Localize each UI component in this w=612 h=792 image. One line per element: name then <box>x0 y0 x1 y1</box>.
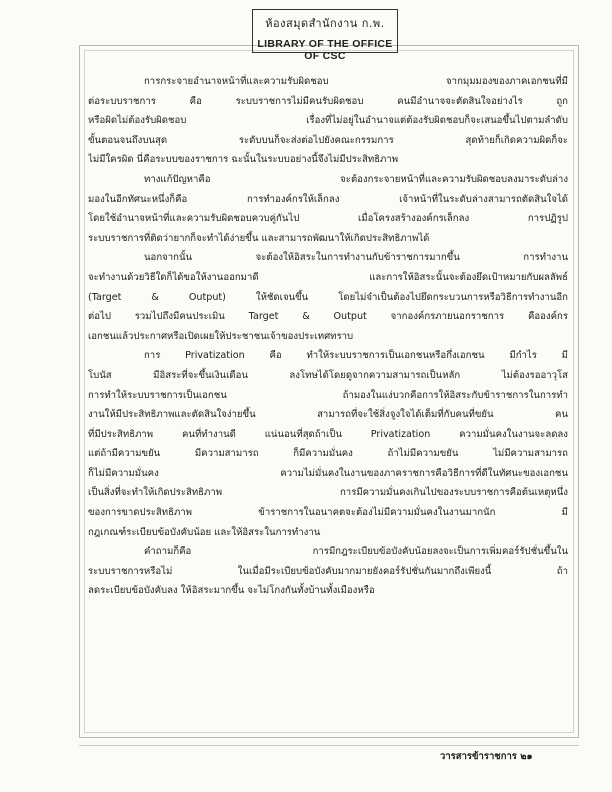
text-line: ที่มีประสิทธิภาพ คนที่ทำงานดี แน่นอนที่สุดถ้าเป็น Privatization ความมั่นคงในงานจะลดลง <box>88 428 568 440</box>
text-line: คำถามก็คือ การมีกฎระเบียบข้อบังคับน้อยลงจะเป็นการเพิ่มคอร์รัปชั่นขึ้นใน <box>144 546 568 558</box>
text-line: งานให้มีประสิทธิภาพและตัดสินใจง่ายขึ้น สามารถที่จะใช้สิ่งจูงใจได้เต็มที่กับคนที่ขยัน คน <box>88 409 568 421</box>
text-line: จะทำงานด้วยวิธีใดก็ได้ขอให้งานออกมาดี และการให้อิสระนั้นจะต้องยึดเป้าหมายกับผลลัพธ์ <box>88 271 568 283</box>
text-line: ของการขาดประสิทธิภาพ ข้าราชการในอนาคตจะต้องไม่มีความมั่นคงในงานมากนัก มี <box>88 507 568 519</box>
text-line: ก็ไม่มีความมั่นคง ความไม่มั่นคงในงานของภาคราชการคือวิธีการที่ดีในทัศนะของเอกชน <box>88 467 568 479</box>
text-line: ระบบราชการหรือไม่ ในเมื่อมีระเบียบข้อบังคับมากมายยังคอร์รัปชั่นกันมากถึงเพียงนี้ ถ้า <box>88 565 568 577</box>
text-line: เป็นสิ่งที่จะทำให้เกิดประสิทธิภาพ การมีความมั่นคงเกินไปของระบบราชการคือต้นเหตุหนึ่ง <box>88 487 568 499</box>
text-line: แต่ถ้ามีความขยัน มีความสามารถ ก็มีความมั่นคง ถ้าไม่มีความขยัน ไม่มีความสามารถ <box>88 448 568 460</box>
stamp-thai-text: ห้องสมุดสำนักงาน ก.พ. <box>265 17 385 30</box>
library-stamp <box>252 9 398 62</box>
article-body <box>88 72 568 601</box>
text-line: (Target & Output) ให้ชัดเจนขึ้น โดยไม่จำเป็นต้องไปยึดกระบวนการหรือวิธีการทำงานอีก <box>88 291 568 303</box>
text-line: เอกชนแล้วประกาศหรือเปิดเผยให้ประชาชนเจ้าของประเทศทราบ <box>88 330 354 342</box>
text-line: ทางแก้ปัญหาคือ จะต้องกระจายหน้าที่และความรับผิดชอบลงมาระดับล่าง <box>144 173 568 185</box>
text-line: กฎเกณฑ์ระเบียบข้อบังคับน้อย และให้อิสระในการทำงาน <box>88 526 321 538</box>
paragraph <box>88 542 568 601</box>
text-line: โบนัส มีอิสระที่จะขึ้นเงินเดือน ลงโทษได้โดยดูจากความสามารถเป็นหลัก ไม่ต้องรออาวุโส <box>88 369 568 381</box>
paragraph <box>88 248 568 346</box>
text-line: ลดระเบียบข้อบังคับลง ให้อิสระมากขึ้น จะไม่โกงกันทั้งบ้านทั้งเมืองหรือ <box>88 585 375 597</box>
text-line: นอกจากนั้น จะต้องให้อิสระในการทำงานกับข้าราชการมากขึ้น การทำงาน <box>144 252 568 264</box>
paragraph <box>88 170 568 248</box>
text-line: หรือผิดไม่ต้องรับผิดชอบ เรื่องที่ไม่อยู่ในอำนาจแต่ต้องรับผิดชอบก็จะเสนอขึ้นไปตามลำดับ <box>88 115 568 127</box>
text-line: การกระจายอำนาจหน้าที่และความรับผิดชอบ จากมุมมองของภาคเอกชนที่มี <box>144 76 568 87</box>
page-footer: วารสารข้าราชการ ๒๑ <box>440 751 533 762</box>
footer-divider <box>79 745 579 746</box>
text-line: ระบบราชการที่ติดว่ายากก็จะทำได้ง่ายขึ้น และสามารถพัฒนาให้เกิดประสิทธิภาพได้ <box>88 232 430 244</box>
text-line: การทำให้ระบบราชการเป็นเอกชน ถ้ามองในแง่บวกคือการให้อิสระกับข้าราชการในการทำ <box>88 389 568 401</box>
text-line: มองในอีกทัศนะหนึ่งก็คือ การทำองค์กรให้เล็กลง เจ้าหน้าที่ในระดับล่างสามารถตัดสินใจได้ <box>88 193 568 205</box>
text-line: ต่อไป รวมไปถึงมีคนประเมิน Target & Output จากองค์กรภายนอกราชการ คือองค์กร <box>88 311 568 323</box>
paragraph <box>88 346 568 542</box>
text-line: โดยใช้อำนาจหน้าที่และความรับผิดชอบควบคู่กันไป เมื่อโครงสร้างองค์กรเล็กลง การปฏิรูป <box>88 213 568 225</box>
text-line: ไม่มีใครผิด นี่คือระบบของราชการ ฉะนั้นในระบบอย่างนี้จึงไม่มีประสิทธิภาพ <box>88 154 399 166</box>
text-line: การ Privatization คือ ทำให้ระบบราชการเป็นเอกชนหรือกึ่งเอกชน มีกำไร มี <box>144 350 568 362</box>
text-line: ขั้นตอนจนถึงบนสุด ระดับบนก็จะส่งต่อไปยังคณะกรรมการ สุดท้ายก็เกิดความผิดก็จะ <box>88 134 568 146</box>
stamp-english-text: LIBRARY OF THE OFFICE OF CSC <box>257 38 393 62</box>
paragraph <box>88 72 568 170</box>
text-line: ต่อระบบราชการ คือ ระบบราชการไม่มีคนรับผิดชอบ คนมีอำนาจจะตัดสินใจอย่างไร ถูก <box>88 95 568 107</box>
